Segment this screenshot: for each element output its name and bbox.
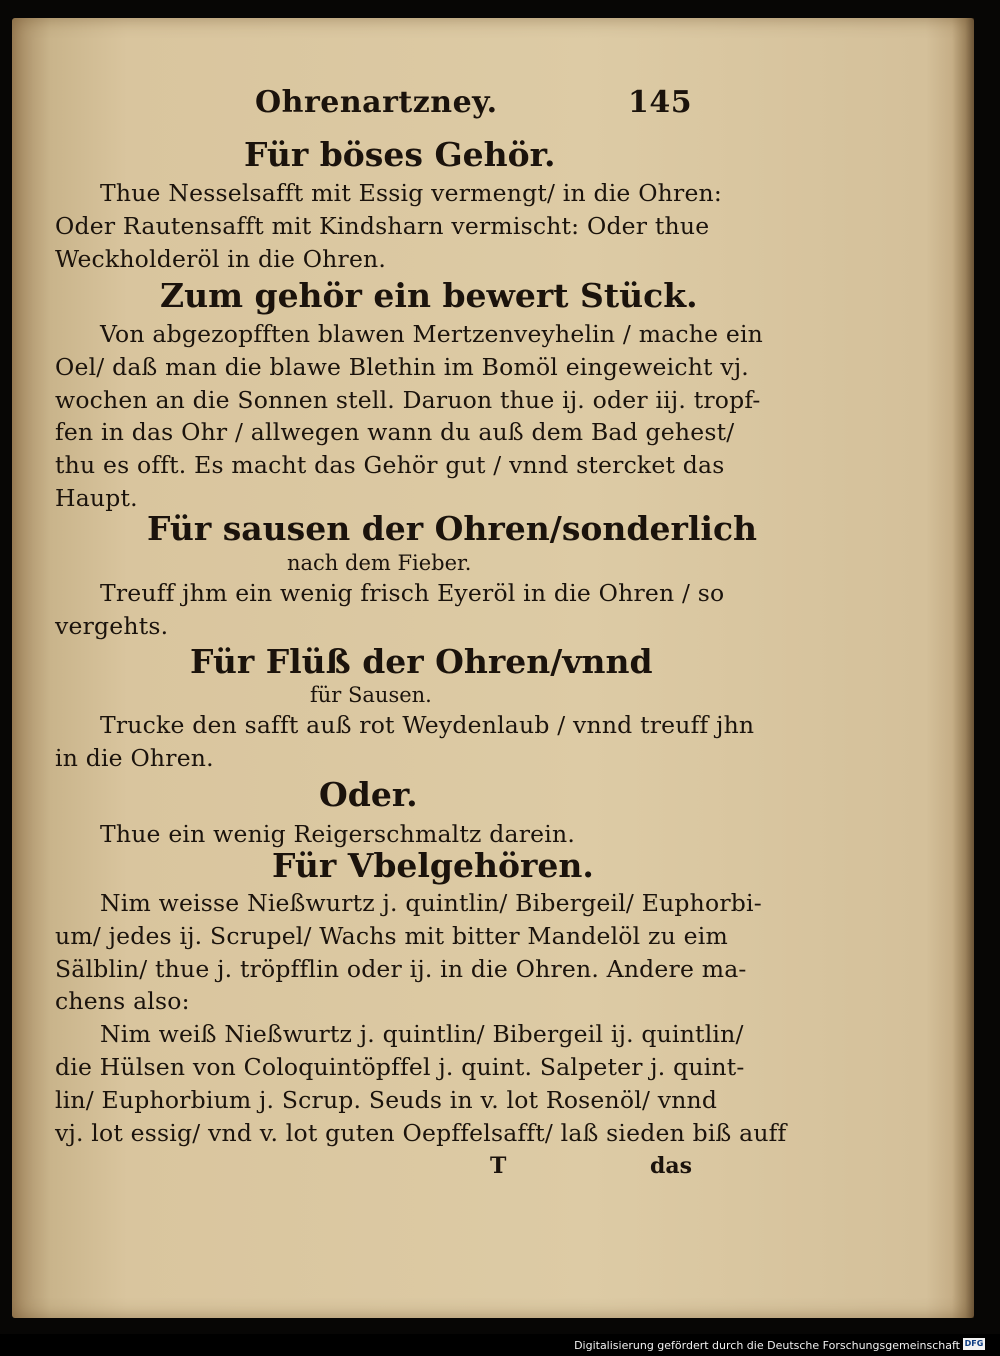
body-line: die Hülsen von Coloquintöpffel j. quint. Salpeter j. quint- — [55, 1053, 745, 1081]
body-line: Thue ein wenig Reigerschmaltz darein. — [100, 820, 576, 848]
body-line: thu es offt. Es macht das Gehör gut / vnnd stercket das — [55, 451, 725, 479]
body-line: chens also: — [55, 987, 190, 1015]
body-line: in die Ohren. — [55, 744, 214, 772]
funding-credit: Digitalisierung gefördert durch die Deutsche Forschungsgemeinschaft — [574, 1339, 960, 1352]
signature-mark: T — [490, 1153, 507, 1179]
body-line: Oder Rautensafft mit Kindsharn vermischt: Oder thue — [55, 212, 710, 240]
heading-oder: Oder. — [319, 775, 418, 814]
body-line: vergehts. — [55, 612, 169, 640]
body-line: Nim weiß Nießwurtz j. quintlin/ Bibergeil ij. quintlin/ — [100, 1020, 744, 1048]
catchword: das — [650, 1153, 693, 1179]
subheading: für Sausen. — [310, 683, 432, 707]
book-page — [12, 18, 974, 1318]
body-line: Haupt. — [55, 484, 138, 512]
running-head: Ohrenartzney. — [255, 85, 498, 120]
subheading: nach dem Fieber. — [287, 551, 472, 575]
body-line: Thue Nesselsafft mit Essig vermengt/ in die Ohren: — [100, 179, 722, 207]
body-line: fen in das Ohr / allwegen wann du auß dem Bad gehest/ — [55, 418, 735, 446]
heading-fluess: Für Flüß der Ohren/vnnd — [190, 642, 653, 681]
body-line: Sälblin/ thue j. tröpfflin oder ij. in die Ohren. Andere ma- — [55, 955, 747, 983]
body-line: Von abgezopfften blawen Mertzenveyhelin / mache ein — [100, 320, 764, 348]
body-line: lin/ Euphorbium j. Scrup. Seuds in v. lot Rosenöl/ vnnd — [55, 1086, 718, 1114]
body-line: Trucke den safft auß rot Weydenlaub / vnnd treuff jhn — [100, 711, 755, 739]
dfg-logo: DFG — [964, 1339, 984, 1348]
heading-sausen: Für sausen der Ohren/sonderlich — [147, 509, 758, 548]
body-line: Weckholderöl in die Ohren. — [55, 245, 387, 273]
page-number: 145 — [628, 85, 693, 120]
body-line: wochen an die Sonnen stell. Daruon thue ij. oder iij. tropf- — [55, 386, 761, 414]
body-line: vj. lot essig/ vnd v. lot guten Oepffelsafft/ laß sieden biß auff — [55, 1119, 787, 1147]
heading-boeses-gehoer: Für böses Gehör. — [244, 135, 556, 174]
heading-bewert-stueck: Zum gehör ein bewert Stück. — [160, 276, 698, 315]
body-line: um/ jedes ij. Scrupel/ Wachs mit bitter Mandelöl zu eim — [55, 922, 728, 950]
body-line: Treuff jhm ein wenig frisch Eyeröl in die Ohren / so — [100, 579, 725, 607]
page-edge-shadow — [952, 18, 974, 1318]
heading-vbelgehoeren: Für Vbelgehören. — [272, 846, 594, 885]
body-line: Oel/ daß man die blawe Blethin im Bomöl eingeweicht vj. — [55, 353, 749, 381]
body-line: Nim weisse Nießwurtz j. quintlin/ Bibergeil/ Euphorbi- — [100, 889, 762, 917]
